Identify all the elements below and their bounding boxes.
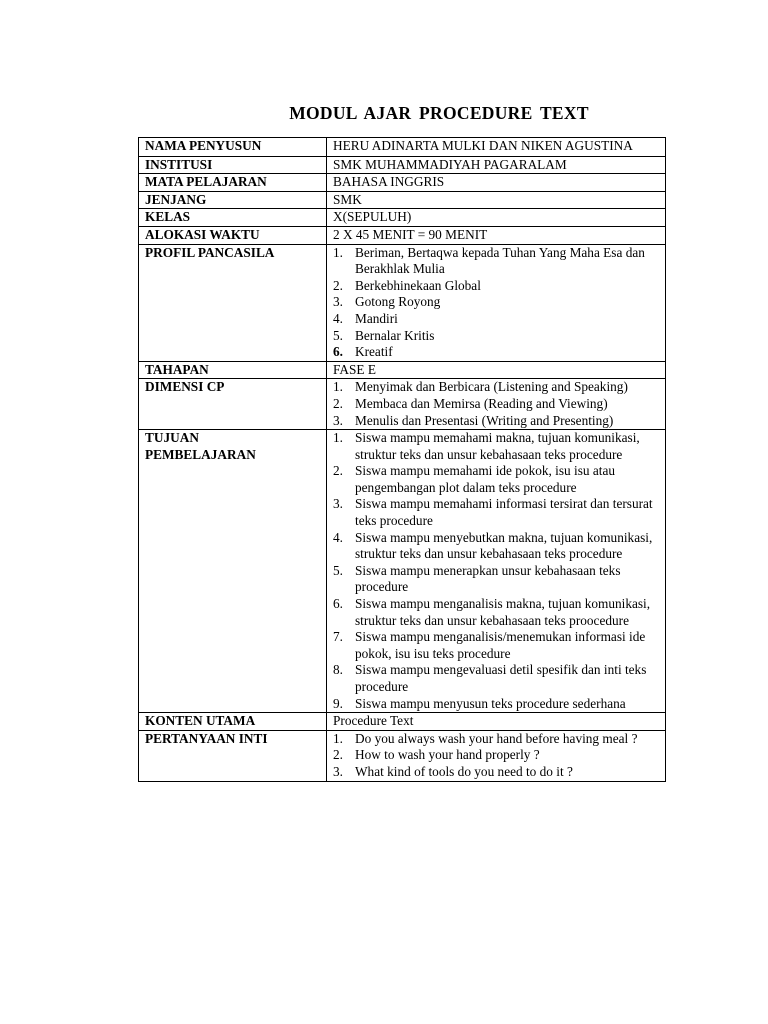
list-item xyxy=(333,328,661,345)
list-item-number: 3. xyxy=(333,496,343,512)
row-value xyxy=(327,209,666,227)
list-item xyxy=(333,311,661,328)
row-value xyxy=(327,244,666,361)
row-value xyxy=(327,379,666,430)
list-item-text: How to wash your hand properly ? xyxy=(355,747,540,763)
list-item-text: Bernalar Kritis xyxy=(355,327,435,343)
row-value-text: X(SEPULUH) xyxy=(333,209,412,225)
list-item xyxy=(333,278,661,295)
list-item xyxy=(333,563,661,596)
list-item xyxy=(333,696,661,713)
table-row xyxy=(139,138,666,157)
list-item-text: Siswa mampu menerapkan unsur kebahasaan teks procedure xyxy=(355,562,621,595)
list-item-text: Do you always wash your hand before having meal ? xyxy=(355,730,638,746)
row-label xyxy=(139,244,327,361)
row-label xyxy=(139,191,327,209)
list-item-text: Siswa mampu menganalisis makna, tujuan komunikasi, struktur teks dan unsur kebahasaan teks proocedure xyxy=(355,596,651,628)
list-item xyxy=(333,530,661,563)
row-value xyxy=(327,730,666,781)
row-label xyxy=(139,379,327,430)
row-value-text: 2 X 45 MENIT = 90 MENIT xyxy=(333,226,488,242)
list-item-text: Gotong Royong xyxy=(355,294,441,310)
list-item-text: Siswa mampu menyusun teks procedure sederhana xyxy=(355,695,626,711)
table-row xyxy=(139,226,666,244)
list-item-text: Menulis dan Presentasi (Writing and Presenting) xyxy=(355,412,614,428)
list-item-text: Membaca dan Memirsa (Reading and Viewing) xyxy=(355,395,608,411)
row-label xyxy=(139,713,327,731)
row-label-text: ALOKASI WAKTU xyxy=(145,226,260,242)
list-item-number: 7. xyxy=(333,629,343,645)
list-item xyxy=(333,396,661,413)
row-value xyxy=(327,430,666,713)
list-item xyxy=(333,731,661,748)
row-label xyxy=(139,138,327,157)
row-label-text: NAMA PENYUSUN xyxy=(145,138,262,153)
document-title: MODUL AJAR PROCEDURE TEXT xyxy=(289,103,589,123)
list-item xyxy=(333,596,661,629)
list-item xyxy=(333,629,661,662)
table-row xyxy=(139,430,666,713)
numbered-list xyxy=(333,430,661,712)
numbered-list xyxy=(333,379,661,429)
row-label-text: KELAS xyxy=(145,209,191,225)
row-label-text: KONTEN UTAMA xyxy=(145,713,256,729)
row-label-text: PERTANYAAN INTI xyxy=(145,730,268,746)
row-value-text: Procedure Text xyxy=(333,713,414,729)
list-item-number: 2. xyxy=(333,277,343,293)
list-item-number: 6. xyxy=(333,596,343,612)
list-item-number: 3. xyxy=(333,412,343,428)
row-label-text: DIMENSI CP xyxy=(145,379,225,395)
list-item-number: 3. xyxy=(333,763,343,779)
list-item-text: Siswa mampu menganalisis/menemukan informasi ide pokok, isu isu teks procedure xyxy=(355,629,646,661)
row-label-text: TAHAPAN xyxy=(145,361,209,377)
row-label-text: MATA PELAJARAN xyxy=(145,174,267,190)
list-item-number: 6. xyxy=(333,344,343,360)
list-item-number: 5. xyxy=(333,327,343,343)
row-value-text: SMK MUHAMMADIYAH PAGARALAM xyxy=(333,156,567,172)
numbered-list xyxy=(333,245,661,361)
list-item-number: 1. xyxy=(333,244,343,260)
list-item-text: Menyimak dan Berbicara (Listening and Speaking) xyxy=(355,379,628,395)
row-label-text: INSTITUSI xyxy=(145,156,213,172)
table-row xyxy=(139,730,666,781)
table-row xyxy=(139,156,666,174)
list-item-text: Siswa mampu menyebutkan makna, tujuan komunikasi, struktur teks dan unsur kebahasaan teks procedure xyxy=(355,529,653,562)
row-value-text: FASE E xyxy=(333,361,376,377)
table-row xyxy=(139,713,666,731)
list-item-number: 4. xyxy=(333,310,343,326)
list-item-number: 2. xyxy=(333,395,343,411)
table-row xyxy=(139,191,666,209)
row-label-text: TUJUAN PEMBELAJARAN xyxy=(145,430,256,462)
row-value xyxy=(327,226,666,244)
row-value xyxy=(327,191,666,209)
table-row xyxy=(139,379,666,430)
list-item-number: 3. xyxy=(333,294,343,310)
row-label xyxy=(139,174,327,192)
list-item-number: 1. xyxy=(333,379,343,395)
list-item-number: 4. xyxy=(333,529,343,545)
list-item-number: 9. xyxy=(333,695,343,711)
list-item xyxy=(333,496,661,529)
list-item-number: 2. xyxy=(333,463,343,479)
list-item-number: 8. xyxy=(333,662,343,678)
row-value-text: BAHASA INGGRIS xyxy=(333,174,445,190)
list-item-number: 1. xyxy=(333,430,343,446)
list-item-text: Siswa mampu memahami makna, tujuan komunikasi, struktur teks dan unsur kebahasaan teks procedure xyxy=(355,430,640,462)
row-value xyxy=(327,156,666,174)
module-info-table xyxy=(138,137,666,782)
row-value-text: HERU ADINARTA MULKI DAN NIKEN AGUSTINA xyxy=(333,138,633,153)
list-item xyxy=(333,245,661,278)
row-value-text: SMK xyxy=(333,191,362,207)
table-row xyxy=(139,174,666,192)
table-row xyxy=(139,244,666,361)
list-item-text: Siswa mampu memahami informasi tersirat dan tersurat teks procedure xyxy=(355,496,653,529)
list-item-number: 2. xyxy=(333,747,343,763)
row-label xyxy=(139,209,327,227)
row-label xyxy=(139,730,327,781)
list-item-number: 1. xyxy=(333,730,343,746)
list-item-number: 5. xyxy=(333,562,343,578)
list-item xyxy=(333,764,661,781)
list-item-text: Mandiri xyxy=(355,310,398,326)
list-item xyxy=(333,344,661,361)
list-item xyxy=(333,662,661,695)
list-item xyxy=(333,463,661,496)
row-label xyxy=(139,156,327,174)
row-label xyxy=(139,361,327,379)
list-item-text: What kind of tools do you need to do it ? xyxy=(355,763,573,779)
row-value xyxy=(327,174,666,192)
list-item-text: Beriman, Bertaqwa kepada Tuhan Yang Maha Esa dan Berakhlak Mulia xyxy=(355,244,645,277)
row-label-text: PROFIL PANCASILA xyxy=(145,244,275,260)
list-item xyxy=(333,413,661,430)
list-item xyxy=(333,430,661,463)
row-label xyxy=(139,226,327,244)
table-row xyxy=(139,361,666,379)
table-row xyxy=(139,209,666,227)
list-item-text: Siswa mampu memahami ide pokok, isu isu atau pengembangan plot dalam teks procedure xyxy=(355,463,615,495)
list-item xyxy=(333,294,661,311)
list-item xyxy=(333,747,661,764)
numbered-list xyxy=(333,731,661,781)
row-value xyxy=(327,361,666,379)
list-item xyxy=(333,379,661,396)
list-item-text: Berkebhinekaan Global xyxy=(355,277,481,293)
row-value xyxy=(327,713,666,731)
row-value xyxy=(327,138,666,157)
row-label xyxy=(139,430,327,713)
list-item-text: Siswa mampu mengevaluasi detil spesifik dan inti teks procedure xyxy=(355,662,647,694)
row-label-text: JENJANG xyxy=(145,191,207,207)
list-item-text: Kreatif xyxy=(355,344,393,360)
